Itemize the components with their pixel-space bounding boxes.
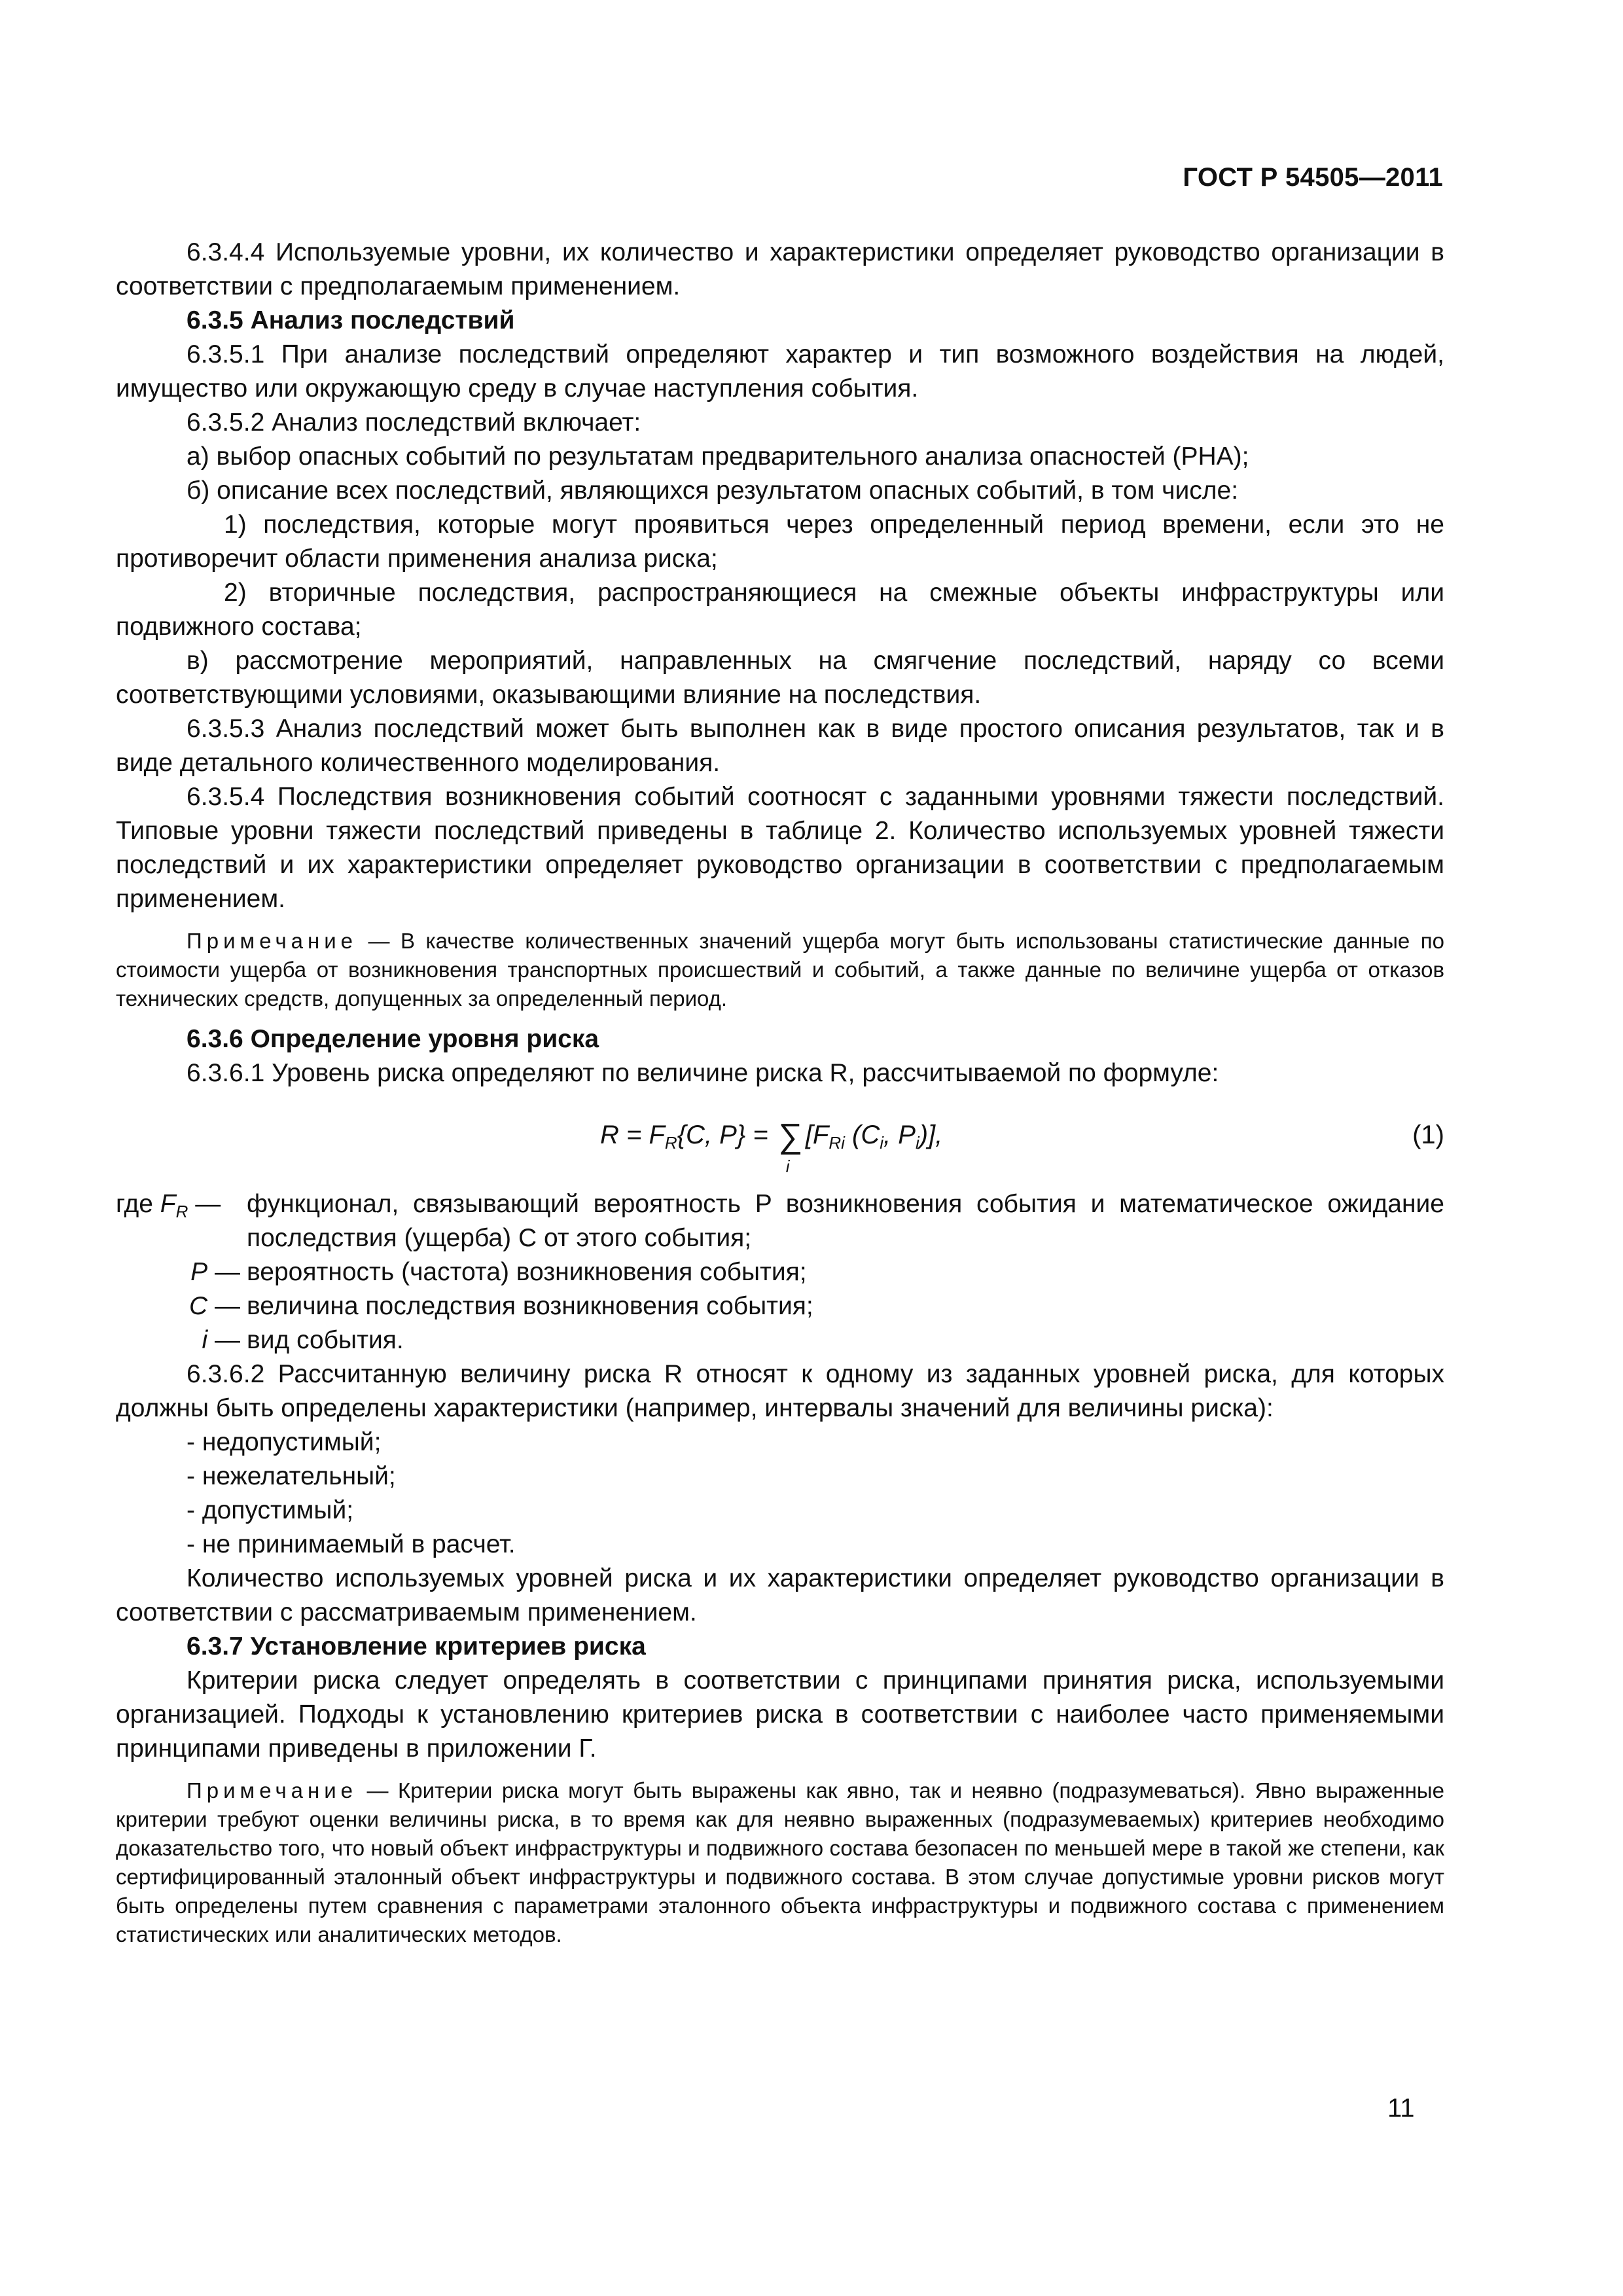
formula-close: )], [919, 1121, 943, 1149]
paragraph-6-3-5-1: 6.3.5.1 При анализе последствий определяют характер и тип возможного воздействия на людей, имущество или окружающую среду в случае наступления события. [116, 340, 1444, 403]
sum-index: i [785, 1157, 790, 1176]
risk-level-item: - недопустимый; [187, 1428, 382, 1456]
def-term-symbol: F [160, 1190, 176, 1218]
sum-symbol [776, 1117, 806, 1176]
paragraph-6-3-4-4: 6.3.4.4 Используемые уровни, их количество и характеристики определяет руководство организации в соответствии с предполагаемым применением. [116, 238, 1444, 300]
formula-lhs-sub: R [664, 1133, 677, 1153]
formula-lhs: R = F [600, 1121, 665, 1149]
formula-c: (C [852, 1121, 880, 1149]
def-term-symbol: i [202, 1326, 208, 1354]
def-term-sub: R [175, 1202, 188, 1221]
paragraph-levels-count: Количество используемых уровней риска и их характеристики определяет руководство организации в соответствии с рассматриваемым применением. [116, 1564, 1444, 1626]
definition-term [116, 1187, 247, 1255]
definition-row [116, 1323, 1444, 1357]
formula-args: {C, P} = [677, 1121, 768, 1149]
note-2-label: Примечание [187, 1778, 358, 1803]
list-item-a: а) выбор опасных событий по результатам предварительного анализа опасностей (PHA); [187, 442, 1249, 471]
def-term-prefix: где [116, 1190, 160, 1218]
formula-p: , P [883, 1121, 916, 1149]
risk-level-item: - нежелательный; [187, 1462, 396, 1490]
definition-row [116, 1255, 1444, 1289]
heading-6-3-7: 6.3.7 Установление критериев риска [187, 1632, 646, 1660]
risk-formula [600, 1117, 943, 1176]
formula-p-sub: i [915, 1133, 919, 1153]
list-item-b: б) описание всех последствий, являющихся результатом опасных событий, в том числе: [187, 476, 1239, 505]
def-term-dash: — [207, 1326, 240, 1354]
def-term-dash: — [188, 1190, 221, 1218]
definition-desc: вид события. [247, 1326, 404, 1354]
page-content [116, 236, 1444, 1958]
definition-term [116, 1255, 247, 1289]
formula-block [116, 1105, 1444, 1183]
note-1-text: — В качестве количественных значений ущерба могут быть использованы статистические данные по стоимости ущерба от возникновения транспортных происшествий и событий, а также данные по величине ущерба от отказов технических средств, допущенных за определенный период. [116, 929, 1444, 1011]
list-item-b-1: 1) последствия, которые могут проявиться через определенный период времени, если это не противоречит области применения анализа риска; [116, 511, 1444, 573]
paragraph-6-3-6-2: 6.3.6.2 Рассчитанную величину риска R относят к одному из заданных уровней риска, для которых должны быть определены характеристики (например, интервалы значений для величины риска): [116, 1360, 1444, 1422]
page-number: 11 [1387, 2094, 1415, 2123]
list-item-v: в) рассмотрение мероприятий, направленных на смягчение последствий, наряду со всеми соответствующими условиями, оказывающими влияние на последствия. [116, 647, 1444, 709]
note-1 [116, 927, 1444, 1013]
definition-row [116, 1289, 1444, 1323]
note-2-text: — Критерии риска могут быть выражены как явно, так и неявно (подразумеваться). Явно выраженные критерии требуют оценки величины риска, в то время как для неявно выраженных (подразумеваемых) критериев необходимо доказательство того, что новый объект инфраструктуры и подвижного состава безопасен по меньшей мере в такой же степени, как сертифицированный эталонный объект инфраструктуры и подвижного состава. В этом случае допустимые уровни рисков могут быть определены путем сравнения с параметрами эталонного объекта инфраструктуры и подвижного состава с применением статистических или аналитических методов. [116, 1778, 1444, 1946]
paragraph-6-3-6-1: 6.3.6.1 Уровень риска определяют по величине риска R, рассчитываемой по формуле: [187, 1059, 1219, 1087]
def-term-symbol: P [190, 1258, 208, 1286]
note-2 [116, 1776, 1444, 1949]
definitions-list [116, 1187, 1444, 1357]
risk-level-item: - допустимый; [187, 1496, 354, 1524]
document-id-header: ГОСТ Р 54505—2011 [1183, 163, 1443, 192]
paragraph-6-3-7: Критерии риска следует определять в соответствии с принципами принятия риска, используемыми организацией. Подходы к установлению критериев риска в соответствии с наиболее часто применяемыми принципами приведены в приложении Г. [116, 1666, 1444, 1763]
formula-inner-sub: Ri [829, 1133, 845, 1153]
list-item-b-2: 2) вторичные последствия, распространяющиеся на смежные объекты инфраструктуры или подвижного состава; [116, 579, 1444, 641]
heading-6-3-5: 6.3.5 Анализ последствий [187, 306, 515, 334]
def-term-symbol: C [188, 1292, 208, 1320]
equation-number: (1) [1412, 1121, 1444, 1149]
formula-open: [F [805, 1121, 829, 1149]
definition-row [116, 1187, 1444, 1255]
definition-desc: величина последствия возникновения события; [247, 1292, 813, 1320]
definition-desc: функционал, связывающий вероятность P возникновения события и математическое ожидание последствия (ущерба) C от этого события; [247, 1190, 1444, 1252]
definition-term [116, 1289, 247, 1323]
definition-desc: вероятность (частота) возникновения события; [247, 1258, 807, 1286]
sigma-glyph: ∑ [778, 1117, 803, 1155]
paragraph-6-3-5-2: 6.3.5.2 Анализ последствий включает: [187, 408, 641, 437]
risk-level-item: - не принимаемый в расчет. [187, 1530, 516, 1558]
formula-c-sub: i [880, 1133, 884, 1153]
paragraph-6-3-5-3: 6.3.5.3 Анализ последствий может быть выполнен как в виде простого описания результатов, так и в виде детального количественного моделирования. [116, 715, 1444, 777]
def-term-dash: — [207, 1258, 240, 1286]
paragraph-6-3-5-4: 6.3.5.4 Последствия возникновения событий соотносят с заданными уровнями тяжести последствий. Типовые уровни тяжести последствий приведены в таблице 2. Количество используемых уровней тяжести последствий и их характеристики определяет руководство организации в соответствии с предполагаемым применением. [116, 783, 1444, 913]
def-term-dash: — [207, 1292, 240, 1320]
heading-6-3-6: 6.3.6 Определение уровня риска [187, 1025, 599, 1053]
note-1-label: Примечание [187, 929, 358, 953]
definition-term [116, 1323, 247, 1357]
